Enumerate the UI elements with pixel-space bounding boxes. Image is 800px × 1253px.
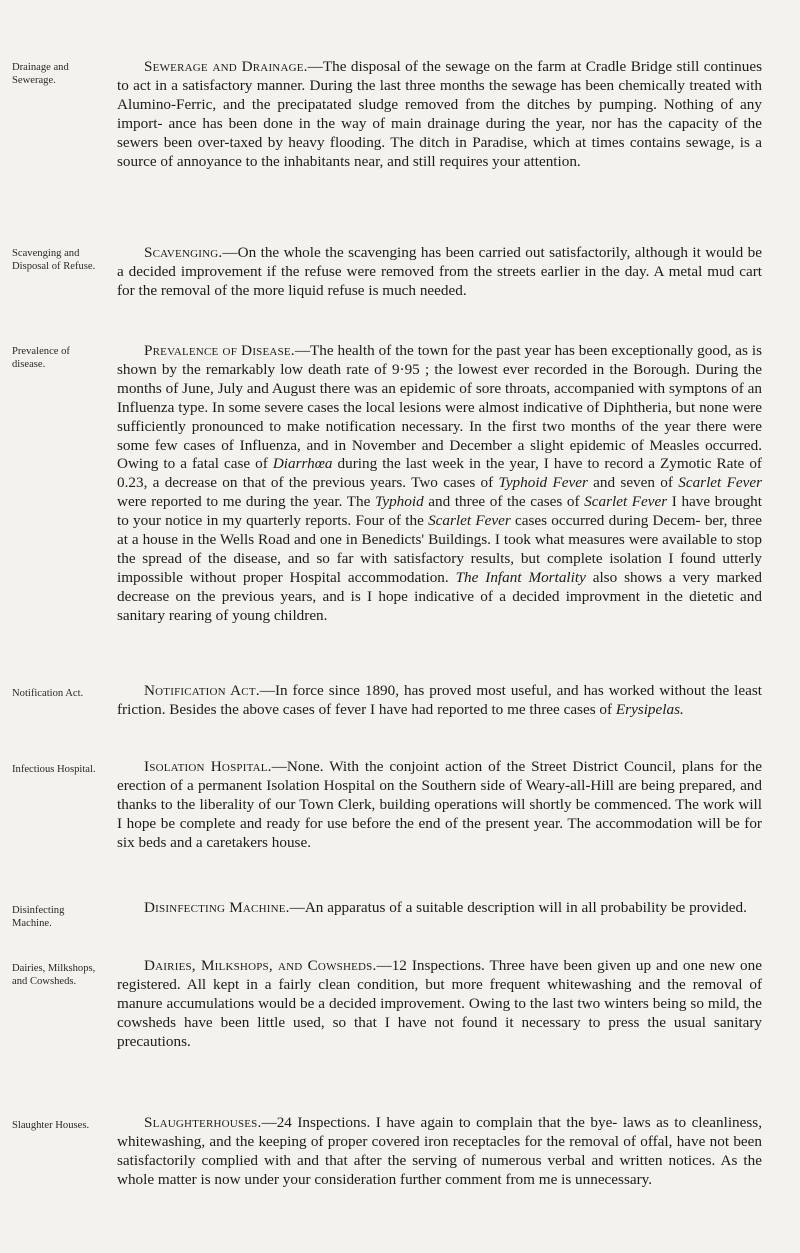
italic-term: Scarlet Fever — [428, 512, 511, 530]
paragraph — [117, 957, 762, 1052]
paragraph-text: and three of the cases of — [423, 493, 585, 511]
paragraph — [117, 758, 762, 853]
italic-term: Scarlet Fever — [584, 493, 668, 511]
paragraph — [117, 244, 762, 301]
paragraph-text: also shows a very marked decrease on the previous years, and is I hope indicative of a decided improvment in the dietetic and sanitary rearing of young children. — [117, 568, 762, 624]
margin-note: Slaughter Houses. — [12, 1120, 90, 1131]
margin-note: Prevalence of disease. — [12, 346, 70, 370]
paragraph-text: and seven of — [587, 474, 679, 492]
section-heading: Slaughterhouses. — [144, 1114, 262, 1131]
margin-note: Scavenging and Disposal of Refuse. — [12, 248, 96, 272]
italic-term: Typhoid — [375, 493, 424, 511]
paragraph-text: —12 Inspections. Three have been given up and one new one registered. All kept in a fairly clean condition, but more frequent whitewashing and the removal of manure accumulations would be a decided improvement. Owing to the last two winters being so mild, the cowsheds have been little used, so that I have not found it necessary to press the usual sanitary precautions. — [117, 957, 762, 1050]
margin-note: Disinfecting Machine. — [12, 905, 65, 929]
italic-term: Scarlet Fever — [678, 474, 762, 492]
paragraph — [117, 342, 762, 626]
paragraph — [117, 682, 762, 720]
paragraph-text: —The health of the town for the past year has been exceptionally good, as is shown by the remarkably low death rate of 9·95 ; the lowest ever recorded in the Borough. During the months of June, July and August there was an epidemic of sore throats, accompanied with symptons of an Influenza type. In some severe cases the local lesions were almost indicative of Diphtheria, but none were sufficiently pronounced to make notification necessary. In the first two months of the year there were some few cases of Influenza, and in November and December a slight epidemic of Measles occurred. Owing to a fatal case of — [117, 342, 763, 473]
margin-note: Infectious Hospital. — [12, 764, 96, 775]
margin-note: Notification Act. — [12, 688, 84, 699]
section-heading: Prevalence of Disease. — [144, 342, 295, 359]
paragraph-text: —In force since 1890, has proved most useful, and has worked without the least friction. Besides the above cases of fever I have had reported to me three cases of — [117, 682, 762, 718]
paragraph-text: during the last week in the year, I have to record a Zymotic Rate of 0.23, a decrease on that of the previous years. Two cases of — [117, 455, 762, 492]
paragraph — [117, 58, 762, 171]
margin-note: Drainage and Sewerage. — [12, 62, 69, 86]
section-heading: Isolation Hospital. — [144, 758, 272, 775]
paragraph-text: —The disposal of the sewage on the farm at Cradle Bridge still continues to act in a satisfactory manner. During the last three months the sewage has been chemically treated with Alumino-Ferric, and the precipatated sludge removed from the ditches by pumping. Nothing of any import- ance has been done in the way of main drainage during the year, nor has the capacity of the sewers been over-taxed by heavy flooding. The ditch in Paradise, which at times contains sewage, is a source of annoyance to the inhabitants near, and still requires your attention. — [117, 58, 763, 170]
paragraph-text: I have brought to your notice in my quarterly reports. Four of the — [117, 493, 762, 530]
paragraph-text: —24 Inspections. I have again to complain that the bye- laws as to cleanliness, whitewashing, and the keeping of proper covered iron receptacles for the removal of offal, have not been satisfactorily complied with and that after the serving of numerous verbal and written notices. As the whole matter is now under your consideration further comment from me is unnecessary. — [117, 1114, 762, 1188]
italic-term: Erysipelas. — [615, 700, 684, 718]
italic-term: Diarrhœa — [272, 455, 333, 473]
section-heading: Sewerage and Drainage. — [144, 58, 308, 75]
paragraph — [117, 899, 762, 918]
section-heading: Disinfecting Machine. — [144, 899, 290, 916]
paragraph — [117, 1114, 762, 1190]
section-heading: Dairies, Milkshops, and Cowsheds. — [144, 957, 377, 974]
paragraph-text: —None. With the conjoint action of the Street District Council, plans for the erection of a permanent Isolation Hospital on the Southern side of Weary-all-Hill are being prepared, and thanks to the liberality of our Town Clerk, building operations will shortly be commenced. The work will I hope be complete and ready for use before the end of the present year. The accommodation will be for six beds and a caretakers house. — [117, 758, 762, 851]
italic-term: Typhoid Fever — [498, 474, 588, 492]
section-heading: Scavenging. — [144, 244, 223, 261]
section-heading: Notification Act. — [144, 682, 260, 699]
paragraph-text: —On the whole the scavenging has been carried out satisfactorily, although it would be a decided improvement if the refuse were removed from the streets earlier in the day. A metal mud cart for the removal of the more liquid refuse is much needed. — [117, 244, 762, 299]
margin-note: Dairies, Milkshops, and Cowsheds. — [12, 963, 96, 987]
paragraph-text: were reported to me during the year. The — [117, 493, 376, 511]
italic-term: The Infant Mortality — [455, 568, 586, 586]
paragraph-text: —An apparatus of a suitable description will in all probability be provided. — [289, 899, 747, 916]
paragraph-text: cases occurred during Decem- ber, three at a house in the Wells Road and one in Benedicts' Buildings. I took what measures were available to stop the spread of the disease, and so far with satisfactory results, but complete isolation I found utterly impossible without proper Hospital accommodation. — [117, 512, 762, 586]
